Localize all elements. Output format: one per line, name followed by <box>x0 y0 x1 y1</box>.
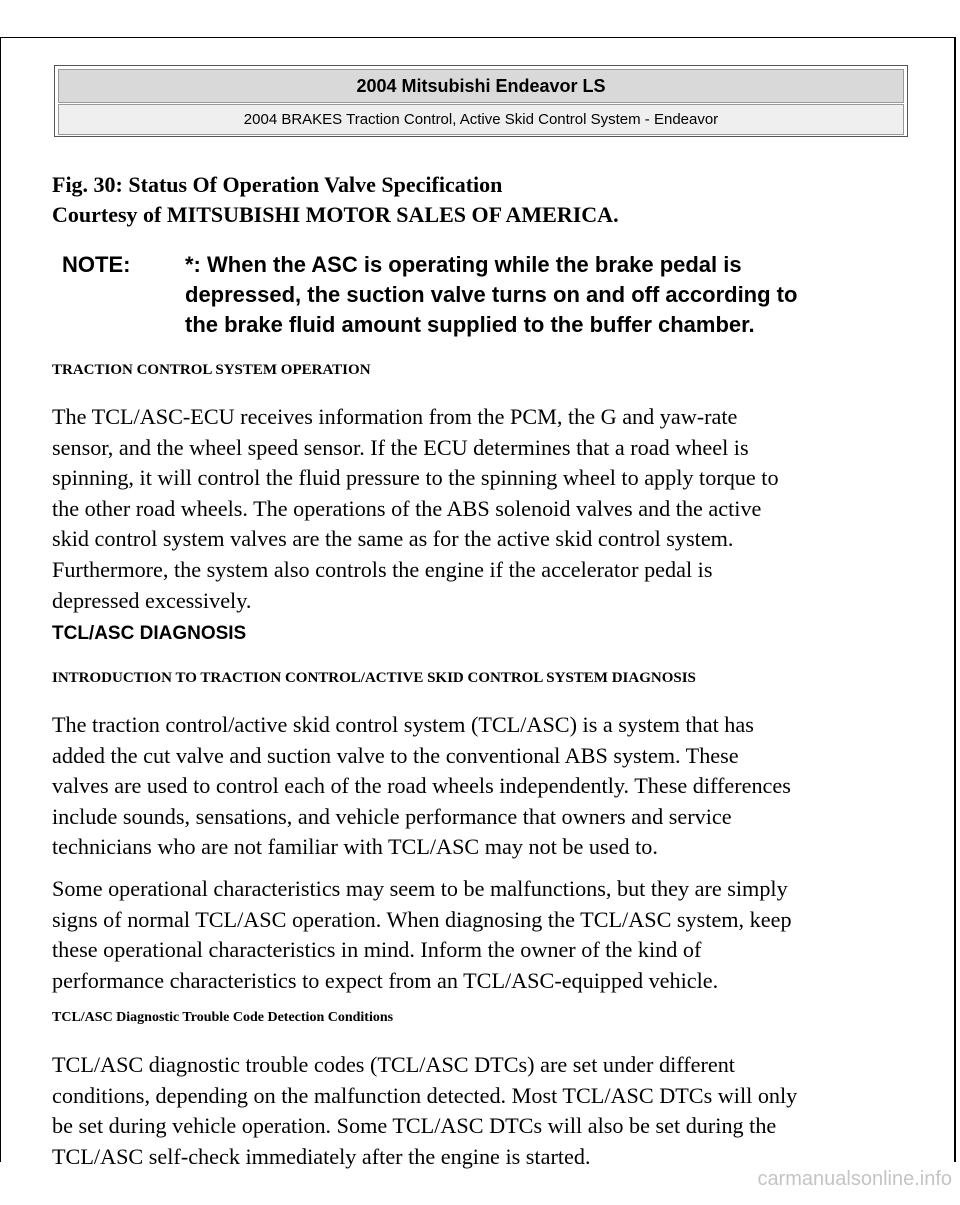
vehicle-title: 2004 Mitsubishi Endeavor LS <box>58 69 904 103</box>
figure-caption <box>52 170 619 230</box>
text-line: these operational characteristics in mind. Inform the owner of the kind of <box>52 937 702 963</box>
text-line: technicians who are not familiar with TCL/ASC may not be used to. <box>52 834 658 860</box>
text-line: added the cut valve and suction valve to the conventional ABS system. These <box>52 742 739 768</box>
text-line: sensor, and the wheel speed sensor. If the ECU determines that a road wheel is <box>52 434 749 460</box>
text-line: valves are used to control each of the road wheels independently. These differences <box>52 773 791 799</box>
dtc-paragraph <box>52 1050 912 1172</box>
subheading-introduction: INTRODUCTION TO TRACTION CONTROL/ACTIVE SKID CONTROL SYSTEM DIAGNOSIS <box>52 670 696 686</box>
section-subtitle: 2004 BRAKES Traction Control, Active Skid Control System - Endeavor <box>58 104 904 135</box>
text-line: TCL/ASC self-check immediately after the engine is started. <box>52 1143 591 1169</box>
operation-paragraph <box>52 402 912 616</box>
note-line: depressed, the suction valve turns on and off according to <box>185 282 798 307</box>
section-heading-operation: TRACTION CONTROL SYSTEM OPERATION <box>52 362 371 378</box>
text-line: the other road wheels. The operations of the ABS solenoid valves and the active <box>52 495 762 521</box>
document-header <box>54 65 908 137</box>
characteristics-paragraph <box>52 874 912 996</box>
section-heading-diagnosis: TCL/ASC DIAGNOSIS <box>52 623 247 644</box>
watermark: carmanualsonline.info <box>757 1168 952 1190</box>
text-line: The TCL/ASC-ECU receives information from the PCM, the G and yaw-rate <box>52 404 738 429</box>
text-line: skid control system valves are the same as for the active skid control system. <box>52 526 734 552</box>
text-line: spinning, it will control the fluid pressure to the spinning wheel to apply torque to <box>52 465 779 491</box>
figure-courtesy: Courtesy of MITSUBISHI MOTOR SALES OF AMERICA. <box>52 202 619 227</box>
text-line: The traction control/active skid control system (TCL/ASC) is a system that has <box>52 712 754 737</box>
text-line: include sounds, sensations, and vehicle performance that owners and service <box>52 803 732 829</box>
figure-title: Fig. 30: Status Of Operation Valve Specification <box>52 172 503 197</box>
note-text <box>185 250 905 340</box>
text-line: Furthermore, the system also controls the engine if the accelerator pedal is <box>52 556 713 582</box>
text-line: depressed excessively. <box>52 587 252 613</box>
section-heading-dtc: TCL/ASC Diagnostic Trouble Code Detection Conditions <box>52 1010 394 1025</box>
note-line: *: When the ASC is operating while the brake pedal is <box>185 252 742 277</box>
text-line: signs of normal TCL/ASC operation. When diagnosing the TCL/ASC system, keep <box>52 906 792 932</box>
note-label: NOTE: <box>62 252 131 277</box>
note-line: the brake fluid amount supplied to the buffer chamber. <box>185 312 755 337</box>
introduction-paragraph <box>52 710 912 863</box>
text-line: TCL/ASC diagnostic trouble codes (TCL/ASC DTCs) are set under different <box>52 1052 735 1077</box>
text-line: performance characteristics to expect from an TCL/ASC-equipped vehicle. <box>52 967 719 993</box>
text-line: conditions, depending on the malfunction detected. Most TCL/ASC DTCs will only <box>52 1082 798 1108</box>
text-line: be set during vehicle operation. Some TCL/ASC DTCs will also be set during the <box>52 1113 777 1139</box>
text-line: Some operational characteristics may seem to be malfunctions, but they are simply <box>52 876 788 901</box>
